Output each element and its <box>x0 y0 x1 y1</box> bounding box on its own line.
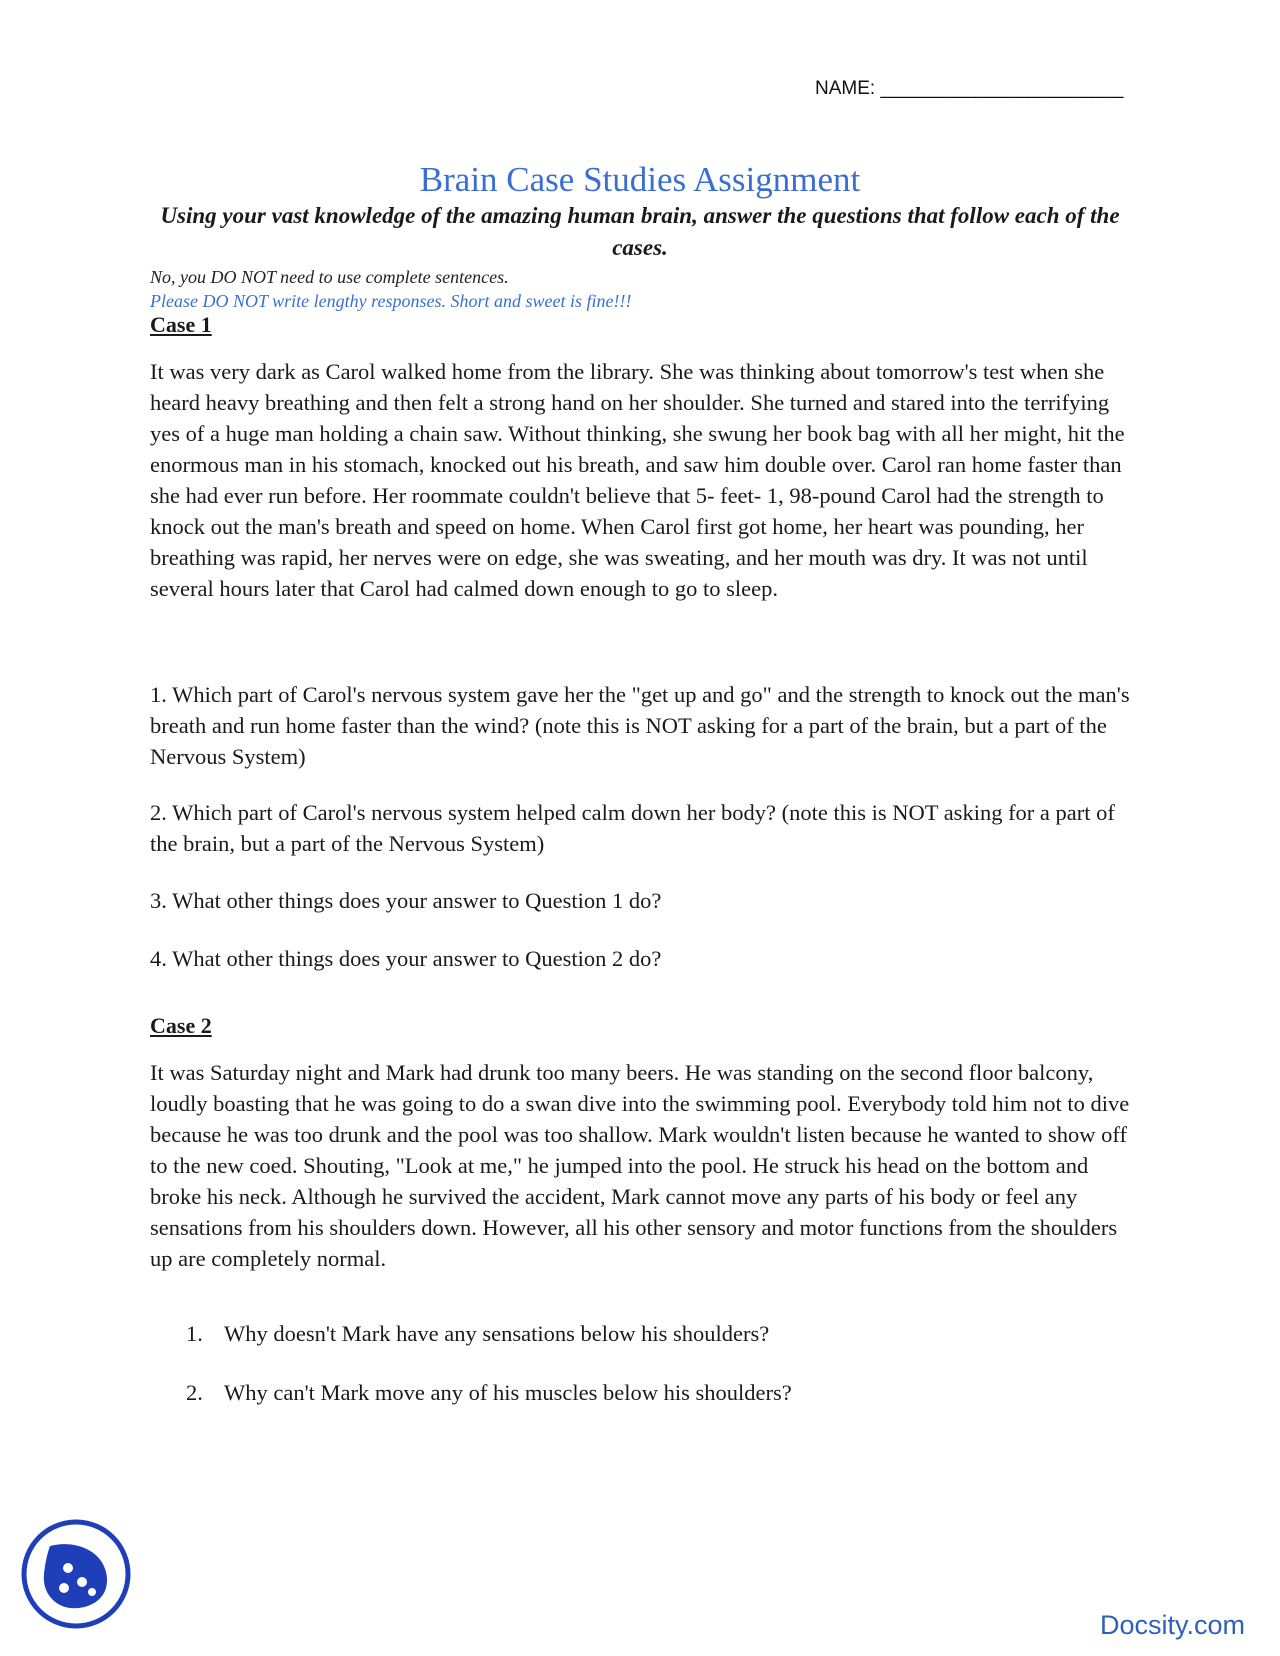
case-2-question-1-number: 1. <box>186 1321 203 1346</box>
case-1-question-4: 4. What other things does your answer to Question 2 do? <box>150 946 662 971</box>
case-2-question-2 <box>186 1380 792 1406</box>
instruction-note-2: Please DO NOT write lengthy responses. Short and sweet is fine!!! <box>150 291 632 311</box>
docsity-brand-link[interactable]: Docsity.com <box>1100 1610 1246 1640</box>
case-2-question-1-text: Why doesn't Mark have any sensations below his shoulders? <box>224 1321 770 1346</box>
name-field-label: NAME: _______________________ <box>815 78 1124 99</box>
case-1-question-2: 2. Which part of Carol's nervous system helped calm down her body? (note this is NOT asking for a part of the brain, but a part of the Nervous System) <box>150 800 1115 856</box>
case-2-question-1 <box>186 1321 769 1347</box>
docsity-logo-icon <box>20 1518 132 1630</box>
instruction-note-1: No, you DO NOT need to use complete sentences. <box>150 267 509 287</box>
case-1-heading: Case 1 <box>150 312 212 337</box>
case-1-story: It was very dark as Carol walked home from the library. She was thinking about tomorrow's test when she heard heavy breathing and then felt a strong hand on her shoulder. She turned and stared into the terrifying yes of a huge man holding a chain saw. Without thinking, she swung her book bag with all her might, hit the enormous man in his stomach, knocked out his breath, and saw him double over. Carol ran home faster than she had ever run before. Her roommate couldn't believe that 5- feet- 1, 98-pound Carol had the strength to knock out the man's breath and speed on home. When Carol first got home, her heart was pounding, her breathing was rapid, her nerves were on edge, she was sweating, and her mouth was dry. It was not until several hours later that Carol had calmed down enough to go to sleep. <box>150 359 1125 601</box>
case-1-question-3: 3. What other things does your answer to Question 1 do? <box>150 888 662 913</box>
page-subtitle: Using your vast knowledge of the amazing human brain, answer the questions that follow each of the cases. <box>160 203 1120 260</box>
case-2-heading: Case 2 <box>150 1013 212 1038</box>
case-2-question-2-text: Why can't Mark move any of his muscles below his shoulders? <box>224 1380 792 1405</box>
case-2-story: It was Saturday night and Mark had drunk too many beers. He was standing on the second floor balcony, loudly boasting that he was going to do a swan dive into the swimming pool. Everybody told him not to dive because he was too drunk and the pool was too shallow. Mark wouldn't listen because he wanted to show off to the new coed. Shouting, "Look at me," he jumped into the pool. He struck his head on the bottom and broke his neck. Although he survived the accident, Mark cannot move any parts of his body or feel any sensations from his shoulders down. However, all his other sensory and motor functions from the shoulders up are completely normal. <box>150 1060 1130 1271</box>
page-title: Brain Case Studies Assignment <box>419 160 861 199</box>
case-1-question-1: 1. Which part of Carol's nervous system gave her the "get up and go" and the strength to knock out the man's breath and run home faster than the wind? (note this is NOT asking for a part of the brain, but a part of the Nervous System) <box>150 682 1130 769</box>
case-2-question-2-number: 2. <box>186 1380 203 1405</box>
